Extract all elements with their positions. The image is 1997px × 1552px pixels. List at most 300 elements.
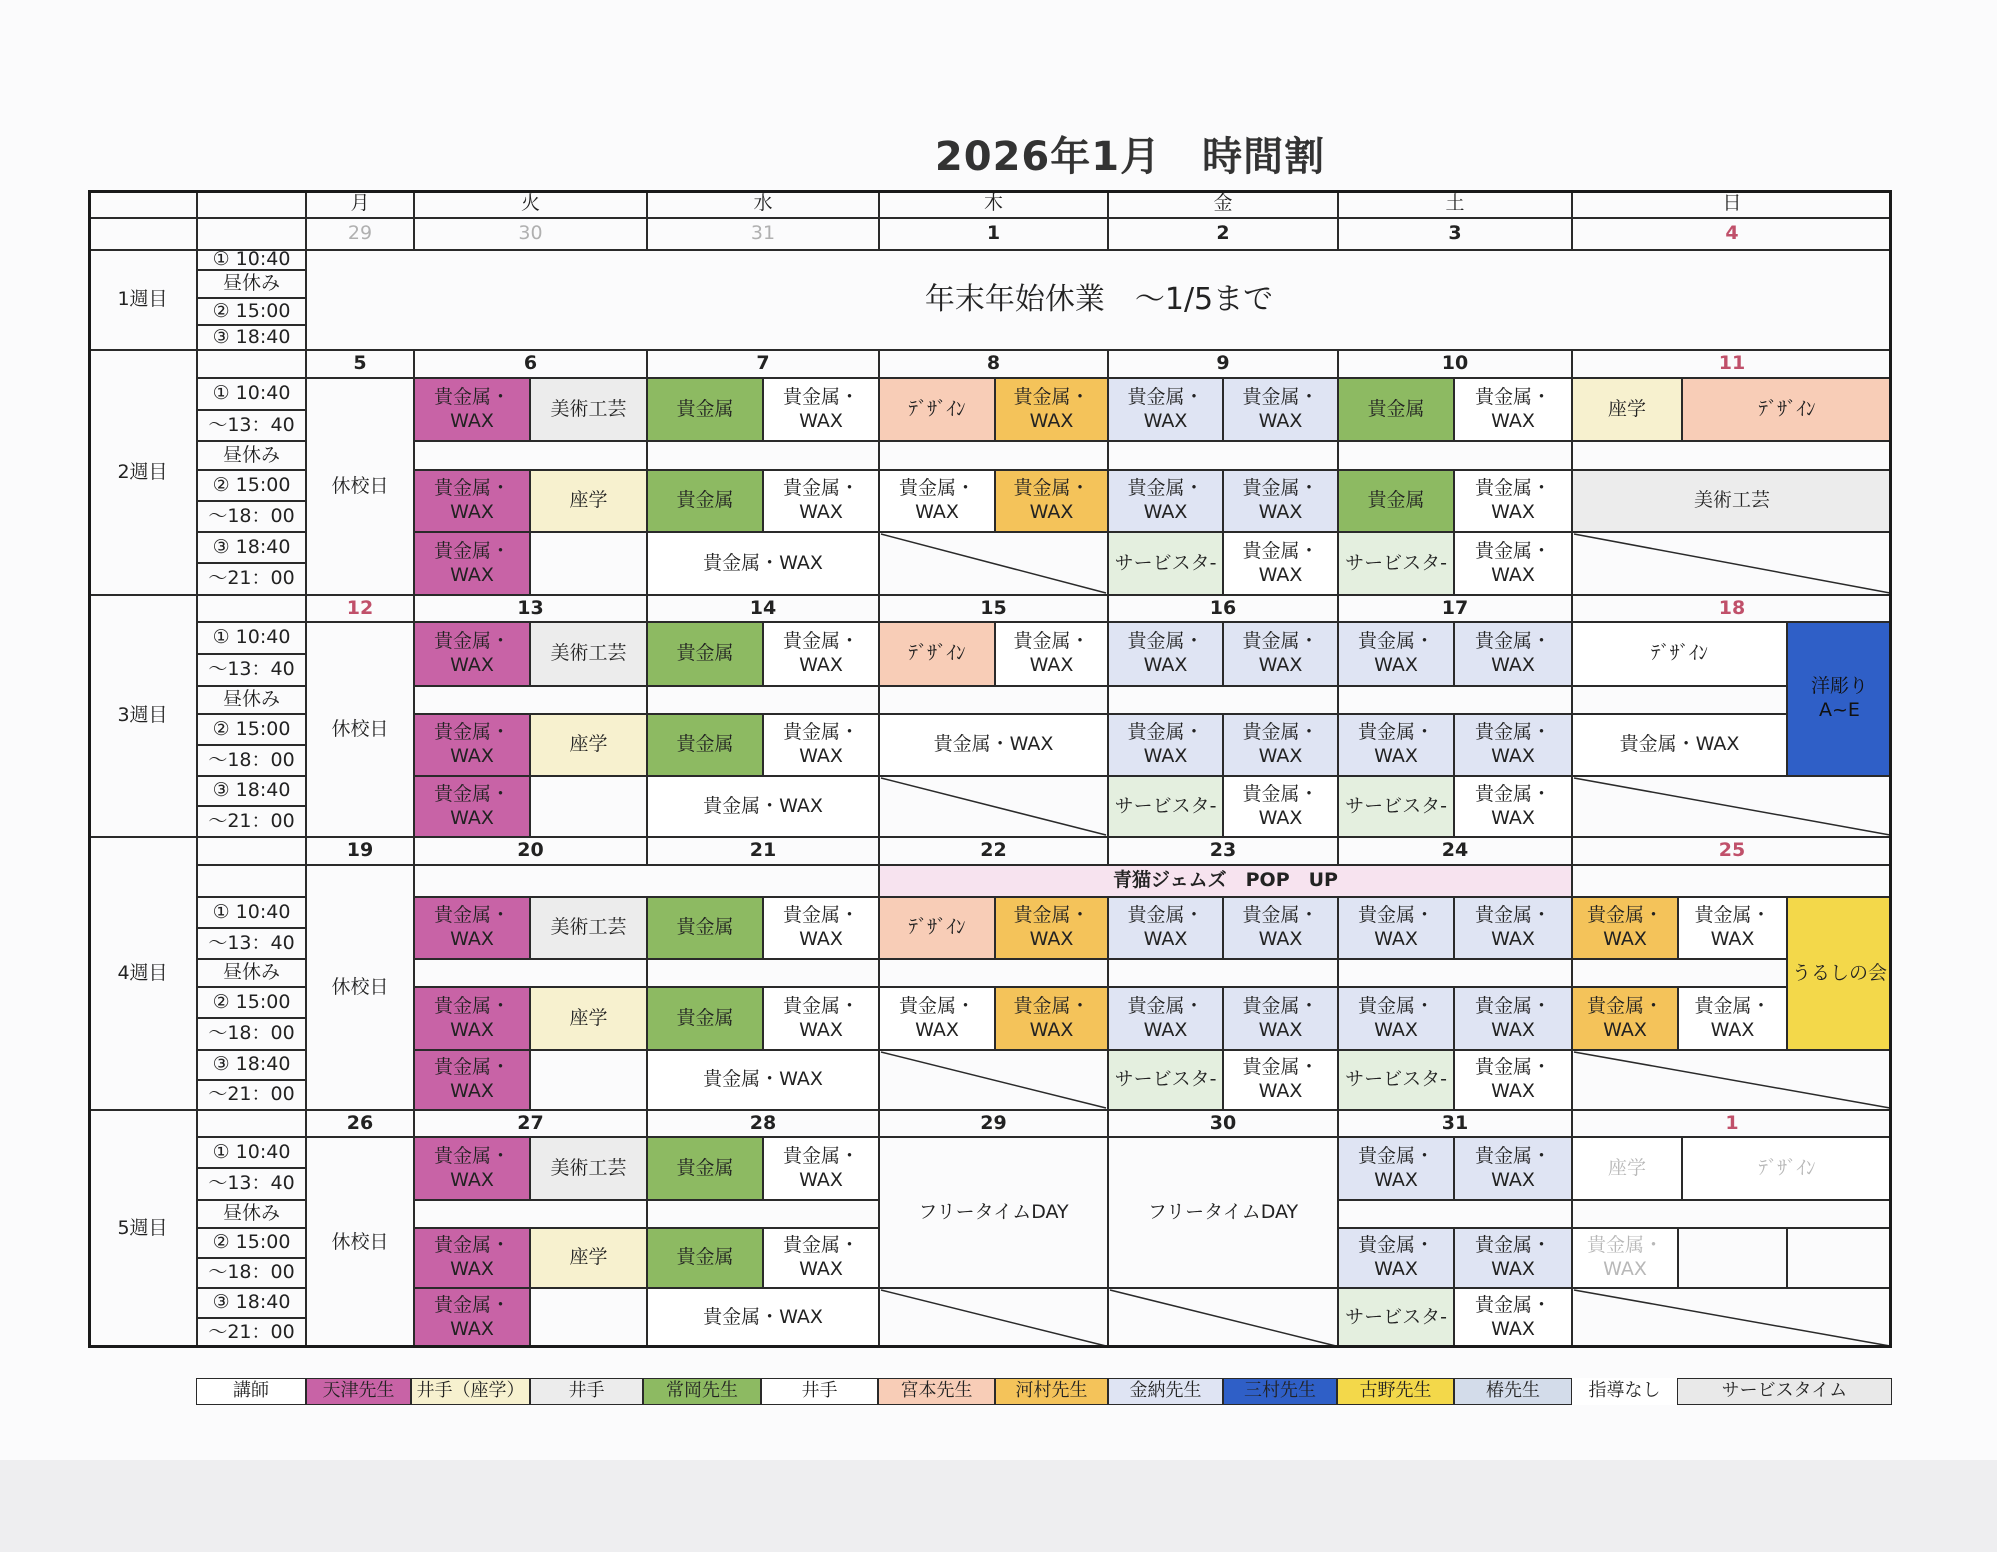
lesson-cell-text: サービスタ-: [1345, 1068, 1447, 1091]
lesson-cell[interactable]: [530, 714, 647, 776]
lesson-cell-text: 貴金属・ WAX: [1127, 904, 1204, 950]
lesson-cell[interactable]: [763, 987, 879, 1050]
lesson-cell[interactable]: [414, 987, 530, 1050]
lesson-cell[interactable]: [647, 1228, 763, 1288]
lesson-cell[interactable]: [995, 378, 1108, 441]
date-cell-text: 14: [749, 596, 777, 619]
weekday-header-text: 金: [1213, 192, 1233, 215]
legend-item: [1677, 1378, 1892, 1405]
slot-label-text: ③ 18:40: [212, 779, 291, 802]
lesson-cell[interactable]: [647, 470, 763, 532]
slot-label-text: ③ 18:40: [212, 1053, 291, 1076]
lesson-cell[interactable]: [1454, 987, 1572, 1050]
lesson-cell[interactable]: [995, 470, 1108, 532]
slot-label: [197, 1137, 306, 1168]
lesson-cell[interactable]: [995, 622, 1108, 686]
lesson-cell-text: 貴金属・ WAX: [782, 1144, 859, 1191]
free-time-day[interactable]: [1108, 1137, 1338, 1288]
slot-label: [197, 959, 306, 987]
lesson-cell-text: 貴金属・ WAX: [1474, 1056, 1551, 1102]
lesson-cell[interactable]: [414, 622, 530, 686]
lunch-cell: [1108, 686, 1338, 714]
week-label-text: 4週目: [117, 961, 168, 984]
lesson-cell-text: 貴金属・WAX: [703, 1306, 823, 1329]
no-class-cell: [879, 532, 1108, 595]
date-cell-text: 29: [347, 222, 373, 245]
weekday-header: [306, 190, 414, 218]
slot-label-text: ② 15:00: [212, 990, 291, 1013]
lesson-cell-text: 貴金属・ WAX: [1242, 1056, 1319, 1102]
page-title: 2026年1月 時間割: [934, 134, 1326, 180]
free-time-day-text: フリータイムDAY: [918, 1200, 1069, 1223]
lesson-cell[interactable]: [1454, 1228, 1572, 1288]
date-cell: [879, 595, 1108, 622]
lesson-cell-text: 貴金属・ WAX: [1013, 630, 1090, 676]
lesson-cell[interactable]: [1454, 532, 1572, 595]
lesson-cell-text: 貴金属・ WAX: [1013, 385, 1090, 432]
lunch-cell: [1108, 959, 1338, 987]
lesson-cell[interactable]: [763, 470, 879, 532]
lunch-cell: [879, 686, 1108, 714]
slot-label-text: ～13：40: [208, 1172, 295, 1195]
date-cell: [879, 218, 1108, 250]
lesson-cell-text: 貴金属・ WAX: [1242, 721, 1319, 767]
slot-label-text: ～18：00: [208, 1261, 295, 1284]
empty-cell: [1678, 1228, 1787, 1288]
week-label-text: 3週目: [117, 704, 168, 727]
lesson-cell-text: ﾃﾞｻﾞｲﾝ: [908, 642, 966, 665]
lesson-cell[interactable]: [414, 1228, 530, 1288]
lunch-cell: [647, 959, 879, 987]
lesson-cell[interactable]: [414, 532, 530, 595]
lesson-cell-text: 貴金属・ WAX: [1013, 904, 1090, 950]
lesson-cell[interactable]: [530, 1137, 647, 1200]
lesson-cell[interactable]: [1108, 776, 1223, 837]
no-class-cell: [879, 1288, 1108, 1348]
slot-label-text: 昼休み: [222, 961, 280, 984]
lesson-cell[interactable]: [1223, 1050, 1338, 1110]
lesson-cell-text: 貴金属・ WAX: [1694, 994, 1771, 1041]
lesson-cell[interactable]: [414, 776, 530, 837]
slot-label-text: ② 15:00: [212, 717, 291, 740]
free-time-day-text: フリータイムDAY: [1147, 1200, 1299, 1223]
lunch-cell: [647, 1200, 879, 1228]
lesson-cell[interactable]: [763, 897, 879, 959]
lesson-cell[interactable]: [647, 532, 879, 595]
slot-label-text: ～21：00: [208, 1321, 295, 1344]
date-cell: [647, 218, 879, 250]
date-cell-text: 11: [1718, 352, 1746, 375]
lesson-cell-text: 貴金属・ WAX: [1242, 630, 1319, 676]
lesson-cell-text: 貴金属・ WAX: [782, 1234, 859, 1280]
lesson-cell[interactable]: [763, 1228, 879, 1288]
slot-label: [197, 1318, 306, 1348]
holiday-notice: [306, 250, 1892, 350]
lesson-cell[interactable]: [530, 987, 647, 1050]
lesson-cell[interactable]: [1223, 532, 1338, 595]
date-cell: [647, 350, 879, 378]
no-class-cell: [1572, 1050, 1892, 1110]
lesson-cell-text: 貴金属・ WAX: [782, 477, 859, 523]
legend-item: [196, 1378, 306, 1405]
legend-item: [878, 1378, 995, 1405]
lesson-cell[interactable]: [1572, 897, 1678, 959]
lesson-cell[interactable]: [647, 897, 763, 959]
lesson-cell[interactable]: [1572, 470, 1892, 532]
lesson-cell-text: 貴金属・ WAX: [433, 1294, 510, 1340]
lesson-cell[interactable]: [530, 622, 647, 686]
lesson-cell-text: 美術工芸: [550, 397, 627, 420]
slot-label: [197, 325, 306, 350]
lesson-cell-text: サービスタ-: [1114, 551, 1217, 574]
legend-item-text: サービスタイム: [1721, 1380, 1848, 1402]
lesson-cell[interactable]: [879, 470, 995, 532]
lesson-cell-text: 貴金属・ WAX: [782, 630, 859, 676]
legend-item: [530, 1378, 643, 1405]
lesson-cell-text: 貴金属・ WAX: [1127, 385, 1204, 432]
lesson-cell[interactable]: [414, 378, 530, 441]
urushi-event-text: うるしの会: [1791, 961, 1887, 984]
weekday-header: [879, 190, 1108, 218]
date-cell: [306, 350, 414, 378]
date-cell-text: 15: [980, 596, 1007, 619]
lesson-cell[interactable]: [1223, 897, 1338, 959]
lesson-cell-text: サービスタ-: [1114, 794, 1217, 817]
lesson-cell-text: 貴金属: [676, 397, 734, 420]
lesson-cell-text: 貴金属・ WAX: [1127, 994, 1204, 1041]
slot-label-text: ～21：00: [208, 809, 295, 832]
blank-cell: [197, 595, 306, 622]
lesson-cell-text: 貴金属: [676, 642, 734, 665]
week-label-text: 2週目: [117, 460, 168, 483]
slot-label-text: 昼休み: [222, 688, 280, 711]
lesson-cell-text: 貴金属・ WAX: [433, 782, 510, 829]
lesson-cell-text: 貴金属・ WAX: [433, 1144, 510, 1191]
lunch-cell: [1572, 686, 1787, 714]
lesson-cell[interactable]: [1572, 622, 1787, 686]
lesson-cell[interactable]: [1572, 378, 1682, 441]
lesson-cell-text: サービスタ-: [1345, 1306, 1447, 1329]
slot-label: [197, 298, 306, 325]
lesson-cell[interactable]: [1338, 1137, 1454, 1200]
lesson-cell[interactable]: [1682, 378, 1892, 441]
slot-label: [197, 563, 306, 595]
lesson-cell-text: 美術工芸: [1693, 489, 1770, 512]
lesson-cell[interactable]: [1454, 378, 1572, 441]
slot-label: [197, 987, 306, 1018]
blank-cell: [197, 1110, 306, 1137]
lesson-cell[interactable]: [1338, 1288, 1454, 1348]
empty-cell: [530, 1288, 647, 1348]
lesson-cell[interactable]: [1338, 378, 1454, 441]
free-time-day[interactable]: [879, 1137, 1108, 1288]
lesson-cell[interactable]: [647, 1288, 879, 1348]
lesson-cell[interactable]: [1338, 987, 1454, 1050]
lesson-cell-text: 貴金属・ WAX: [1013, 477, 1090, 523]
lesson-cell[interactable]: [530, 378, 647, 441]
lesson-cell[interactable]: [879, 987, 995, 1050]
slot-label-text: ① 10:40: [212, 1140, 291, 1163]
slot-label: [197, 745, 306, 776]
lesson-cell[interactable]: [1454, 897, 1572, 959]
date-cell-text: 18: [1718, 596, 1746, 619]
lesson-cell[interactable]: [1678, 987, 1787, 1050]
slot-label: [197, 270, 306, 298]
lesson-cell[interactable]: [647, 987, 763, 1050]
lesson-cell[interactable]: [879, 897, 995, 959]
holiday-cell-text: 休校日: [331, 474, 389, 497]
lesson-cell[interactable]: [1338, 1050, 1454, 1110]
lesson-cell[interactable]: [1338, 470, 1454, 532]
lesson-cell-text: 貴金属・ WAX: [898, 994, 975, 1041]
lesson-cell[interactable]: [1108, 1050, 1223, 1110]
popup-event-banner[interactable]: [879, 865, 1572, 897]
slot-label-text: ～13：40: [208, 413, 295, 436]
lesson-cell[interactable]: [1454, 470, 1572, 532]
legend-item-text: 古野先生: [1359, 1380, 1432, 1402]
lesson-cell-text: 貴金属: [676, 489, 734, 512]
lesson-cell-text: 貴金属・ WAX: [782, 721, 859, 767]
lesson-cell-text: 貴金属・ WAX: [1127, 721, 1204, 767]
lesson-cell-text: 貴金属: [676, 1156, 734, 1179]
lunch-cell: [647, 686, 879, 714]
date-cell-text: 26: [346, 1111, 374, 1134]
lesson-cell-text: 座学: [1607, 1156, 1646, 1179]
legend-item: [411, 1378, 530, 1405]
lesson-cell[interactable]: [995, 987, 1108, 1050]
lesson-cell[interactable]: [1682, 1137, 1892, 1200]
lesson-cell[interactable]: [763, 622, 879, 686]
date-cell: [1338, 350, 1572, 378]
week-label: [88, 350, 197, 595]
date-cell: [1108, 837, 1338, 865]
lesson-cell[interactable]: [1338, 776, 1454, 837]
slot-label: [197, 654, 306, 686]
lesson-cell[interactable]: [1108, 714, 1223, 776]
lesson-cell[interactable]: [647, 714, 763, 776]
lesson-cell[interactable]: [1338, 714, 1454, 776]
legend-item: [306, 1378, 411, 1405]
lesson-cell-text: 貴金属・ WAX: [1474, 1294, 1551, 1340]
lesson-cell[interactable]: [1572, 1137, 1682, 1200]
legend-item-text: 椿先生: [1486, 1380, 1540, 1402]
lesson-cell[interactable]: [1338, 1228, 1454, 1288]
lesson-cell[interactable]: [879, 622, 995, 686]
slot-label: [197, 1168, 306, 1200]
lesson-cell[interactable]: [414, 714, 530, 776]
lunch-cell: [414, 686, 647, 714]
lesson-cell-text: 貴金属・ WAX: [1474, 721, 1551, 767]
date-cell: [879, 837, 1108, 865]
lesson-cell[interactable]: [879, 714, 1108, 776]
weekday-header: [1108, 190, 1338, 218]
lesson-cell-text: 座学: [569, 489, 608, 512]
lesson-cell[interactable]: [1454, 622, 1572, 686]
lesson-cell[interactable]: [763, 1137, 879, 1200]
slot-label: [197, 250, 306, 270]
slot-label: [197, 1288, 306, 1318]
date-cell-text: 1: [1725, 1111, 1739, 1134]
date-cell: [1572, 350, 1892, 378]
legend-item-text: 金納先生: [1129, 1380, 1202, 1402]
date-cell: [1572, 218, 1892, 250]
date-cell: [1338, 1110, 1572, 1137]
slot-label: [197, 501, 306, 532]
slot-label-text: ③ 18:40: [212, 1291, 291, 1314]
lesson-cell[interactable]: [1108, 378, 1223, 441]
lesson-cell[interactable]: [763, 714, 879, 776]
lesson-cell[interactable]: [647, 776, 879, 837]
lesson-cell[interactable]: [1338, 532, 1454, 595]
lesson-cell[interactable]: [1338, 897, 1454, 959]
date-cell-text: 9: [1216, 352, 1230, 375]
lesson-cell[interactable]: [1223, 622, 1338, 686]
date-cell-text: 8: [986, 352, 1001, 375]
date-cell: [414, 595, 647, 622]
lesson-cell[interactable]: [530, 470, 647, 532]
lesson-cell[interactable]: [879, 378, 995, 441]
lesson-cell[interactable]: [647, 1050, 879, 1110]
lesson-cell[interactable]: [1108, 532, 1223, 595]
lesson-cell-text: サービスタ-: [1345, 794, 1447, 817]
urushi-event[interactable]: [1787, 897, 1892, 1050]
lesson-cell-text: 貴金属・ WAX: [433, 1056, 510, 1102]
blank-cell: [197, 865, 306, 897]
legend-item-text: 常岡先生: [666, 1380, 738, 1402]
lesson-cell-text: 貴金属: [676, 733, 734, 756]
weekday-header: [647, 190, 879, 218]
lesson-cell[interactable]: [1108, 470, 1223, 532]
date-cell-text: 30: [518, 222, 543, 245]
date-cell-text: 2: [1216, 222, 1230, 245]
holiday-cell: [306, 378, 414, 595]
lesson-cell[interactable]: [1223, 714, 1338, 776]
lesson-cell[interactable]: [1572, 987, 1678, 1050]
week-label: [88, 595, 197, 837]
lesson-cell-text: 貴金属・WAX: [703, 794, 823, 817]
lesson-cell-text: 貴金属・ WAX: [782, 904, 859, 950]
lesson-cell[interactable]: [1572, 1228, 1678, 1288]
no-class-cell: [1572, 776, 1892, 837]
lesson-cell[interactable]: [530, 1228, 647, 1288]
lesson-cell-text: 貴金属・ WAX: [1357, 994, 1434, 1041]
lesson-cell[interactable]: [1108, 897, 1223, 959]
slot-label: [197, 686, 306, 714]
lesson-cell[interactable]: [414, 1050, 530, 1110]
date-cell-text: 21: [749, 839, 777, 862]
date-cell: [1338, 218, 1572, 250]
lesson-cell[interactable]: [530, 897, 647, 959]
weekday-header-text: 日: [1722, 192, 1742, 215]
header-blank: [197, 218, 306, 250]
slot-label-text: ～18：00: [208, 1022, 295, 1045]
date-cell-text: 30: [1209, 1111, 1237, 1134]
slot-label: [197, 1018, 306, 1050]
lesson-cell[interactable]: [1572, 714, 1787, 776]
lesson-cell-text: ﾃﾞｻﾞｲﾝ: [1650, 642, 1708, 665]
date-cell: [647, 837, 879, 865]
lesson-cell[interactable]: [1223, 378, 1338, 441]
lesson-cell-text: 貴金属・ WAX: [433, 904, 510, 950]
weekday-header-text: 火: [520, 192, 540, 215]
slot-label-text: ① 10:40: [212, 250, 291, 270]
lesson-cell[interactable]: [995, 897, 1108, 959]
lesson-cell-text: 貴金属: [1367, 489, 1425, 512]
lesson-cell-text: 貴金属・ WAX: [1474, 1144, 1551, 1191]
no-class-cell: [879, 1050, 1108, 1110]
blank-cell: [197, 350, 306, 378]
lesson-cell[interactable]: [647, 378, 763, 441]
legend-item-text: 井手: [568, 1380, 605, 1402]
lesson-cell[interactable]: [1338, 622, 1454, 686]
date-cell: [1338, 837, 1572, 865]
header-blank: [88, 190, 197, 218]
lesson-cell[interactable]: [1454, 1137, 1572, 1200]
lesson-cell-text: 貴金属・ WAX: [433, 721, 510, 767]
holiday-cell-text: 休校日: [331, 975, 389, 998]
lesson-cell-text: 貴金属・ WAX: [1013, 994, 1090, 1041]
slot-label: [197, 410, 306, 441]
legend-item-text: 三村先生: [1244, 1380, 1316, 1402]
lesson-cell[interactable]: [1454, 714, 1572, 776]
lesson-cell-text: 貴金属・ WAX: [1242, 539, 1319, 586]
header-blank: [88, 218, 197, 250]
lesson-cell[interactable]: [1678, 897, 1787, 959]
lesson-cell[interactable]: [414, 1288, 530, 1348]
lesson-cell-text: 貴金属・ WAX: [433, 1234, 510, 1280]
date-cell-text: 6: [523, 352, 538, 375]
holiday-cell-text: 休校日: [331, 1230, 389, 1253]
lesson-cell[interactable]: [647, 1137, 763, 1200]
lesson-cell-text: 貴金属・WAX: [933, 733, 1054, 756]
date-cell: [879, 350, 1108, 378]
legend-item: [643, 1378, 761, 1405]
lesson-cell[interactable]: [1108, 622, 1223, 686]
yobori-event[interactable]: [1787, 622, 1892, 776]
lesson-cell[interactable]: [1223, 776, 1338, 837]
lesson-cell-text: 貴金属・ WAX: [1586, 994, 1663, 1041]
lesson-cell[interactable]: [414, 470, 530, 532]
date-cell-text: 20: [517, 839, 544, 862]
lesson-cell[interactable]: [1223, 987, 1338, 1050]
lesson-cell[interactable]: [1223, 470, 1338, 532]
slot-label: [197, 714, 306, 745]
lesson-cell-text: 貴金属・ WAX: [1357, 630, 1434, 676]
lesson-cell[interactable]: [1108, 987, 1223, 1050]
blank-cell: [414, 865, 879, 897]
lesson-cell[interactable]: [1454, 1288, 1572, 1348]
lesson-cell-text: 貴金属・ WAX: [1357, 721, 1434, 767]
week-label-text: 1週目: [117, 288, 168, 311]
lunch-cell: [414, 959, 647, 987]
legend-item: [995, 1378, 1108, 1405]
lesson-cell[interactable]: [763, 378, 879, 441]
lesson-cell-text: 貴金属・ WAX: [1127, 630, 1204, 676]
lesson-cell-text: 貴金属・ WAX: [1242, 994, 1319, 1041]
date-cell-text: 31: [750, 222, 776, 245]
lesson-cell[interactable]: [1454, 776, 1572, 837]
date-cell-text: 5: [353, 352, 367, 375]
slot-label-text: ～21：00: [208, 1083, 295, 1106]
slot-label-text: ～18：00: [208, 504, 295, 527]
lesson-cell-text: 貴金属・WAX: [1619, 733, 1740, 756]
lesson-cell[interactable]: [414, 897, 530, 959]
date-cell: [1572, 1110, 1892, 1137]
lesson-cell[interactable]: [414, 1137, 530, 1200]
yobori-event-text: 洋彫り A~E: [1810, 675, 1868, 721]
lesson-cell[interactable]: [647, 622, 763, 686]
lesson-cell[interactable]: [1454, 1050, 1572, 1110]
